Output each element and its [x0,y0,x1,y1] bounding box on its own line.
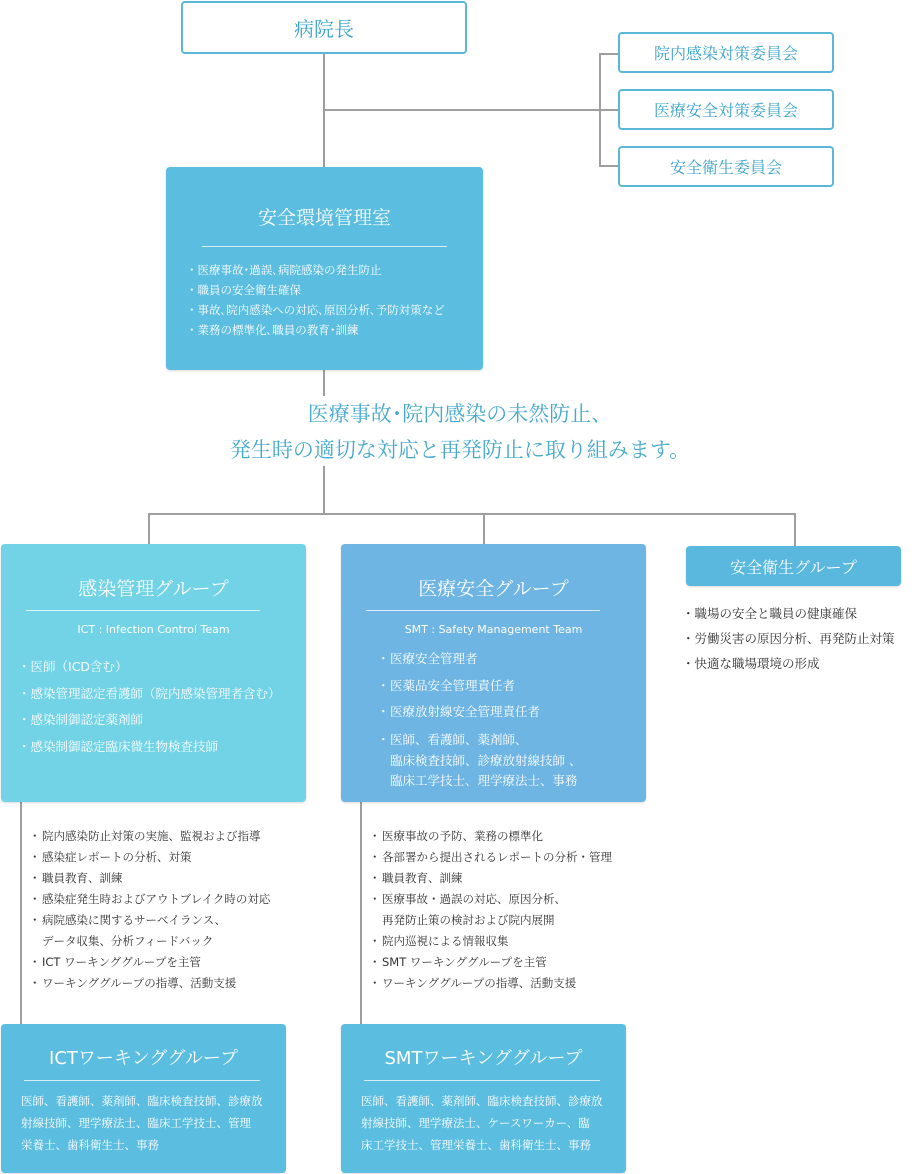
smt-wg-divider [364,1080,600,1081]
medical-duty-cont: 再発防止策の検討および院内展開 [382,913,555,927]
infection-member-list [18,654,281,760]
infection-member: ・ 感染管理認定看護師（院内感染管理者含む） [18,681,281,708]
infection-duty: ・ 院内感染防止対策の実施、監視および指導 [32,826,270,847]
mission-statement [150,396,770,468]
medical-duty: ・ SMT ワーキンググループを主管 [372,952,612,973]
mission-line-1: 医療事故･院内感染の未然防止、 [307,402,613,426]
connector-medical-drop [483,513,485,544]
connector-mission-groups [323,466,325,514]
infection-group-box [1,544,306,802]
smt-wg-title: SMTワーキンググループ [384,1048,583,1069]
medical-member: ・ 医師、看護師、薬剤師、 [380,729,581,751]
medical-duty: ・ 各部署から提出されるレポートの分析・管理 [372,847,612,868]
infection-duty: ・ 職員教育、訓練 [32,868,270,889]
ict-wg-box [1,1024,286,1173]
infection-duty-list [32,826,270,994]
ict-wg-members [21,1090,263,1156]
infection-duty-cont: データ収集、分析フィードバック [42,934,214,948]
ict-wg-line: 医師、看護師、薬剤師、臨床検査技師、診療放 [21,1094,263,1108]
connector-medical-wg [360,802,362,1024]
health-group-box [686,546,901,586]
connector-office-mission [323,370,325,396]
smt-wg-members [361,1090,603,1156]
infection-group-title: 感染管理グループ [78,578,229,600]
ict-wg-divider [24,1080,260,1081]
infection-group-subtitle: ICT : Infection Control Team [77,623,230,636]
safety-office-title: 安全環境管理室 [257,207,391,229]
ict-wg-line: 栄養士、歯科衛生士、事務 [21,1138,159,1152]
infection-duty: ・ ICT ワーキンググループを主管 [32,952,270,973]
infection-member: ・ 医師（ICD含む） [18,654,281,681]
medical-group-title: 医療安全グループ [418,578,569,600]
medical-duty-list [372,826,612,994]
safety-office-item: ・ 医療事故･過誤､病院感染の発生防止 [186,260,445,280]
connector-committee-3 [599,165,619,167]
safety-office-divider [202,246,447,247]
committee-health-label: 安全衛生委員会 [669,158,782,177]
connector-director-office [323,54,325,168]
medical-duty: ・ 職員教育、訓練 [372,868,612,889]
ict-wg-line: 射線技師、理学療法士、臨床工学技士、管理 [21,1116,251,1130]
connector-infection-drop [148,513,150,544]
committee-health [618,146,834,187]
health-group-title: 安全衛生グループ [730,557,857,577]
connector-committee-2 [599,109,619,111]
director-box [181,1,467,54]
safety-office-box [166,167,483,370]
medical-group-divider [366,610,600,611]
infection-duty: ・ 感染症レポートの分析、対策 [32,847,270,868]
infection-group-divider [26,610,260,611]
connector-health-drop [794,513,796,546]
safety-office-item: ・ 事故､院内感染への対応､原因分析､予防対策など [186,300,445,320]
medical-member-cont: 臨床工学技士、理学療法士、事務 [390,772,578,788]
committee-medical-safety-label: 医療安全対策委員会 [653,101,798,120]
connector-committee-1 [599,53,619,55]
infection-member: ・ 感染制御認定薬剤師 [18,707,281,734]
medical-member-list [380,646,581,791]
connector-groups-bar [148,513,795,515]
medical-member-cont: 臨床検査技師、診療放射線技師 、 [390,752,582,768]
infection-duty: ・ ワーキンググループの指導、活動支援 [32,973,270,994]
safety-office-item: ・ 職員の安全衛生確保 [186,280,445,300]
smt-wg-line: 医師、看護師、薬剤師、臨床検査技師、診療放 [361,1094,603,1108]
medical-duty: ・ 医療事故・過誤の対応、原因分析、 [372,889,612,910]
health-group-item: ・ 快適な職場環境の形成 [682,651,895,676]
medical-member: ・ 医薬品安全管理責任者 [380,673,581,700]
medical-group-subtitle: SMT : Safety Management Team [404,623,583,636]
smt-wg-line: 床工学技士、管理栄養士、歯科衛生士、事務 [361,1138,591,1152]
mission-line-2: 発生時の適切な対応と再発防止に取り組みます。 [229,438,691,462]
infection-member: ・ 感染制御認定臨床微生物検査技師 [18,734,281,761]
ict-wg-title: ICTワーキンググループ [49,1048,238,1069]
health-group-item: ・ 職場の安全と職員の健康確保 [682,601,895,626]
medical-member: ・ 医療安全管理者 [380,646,581,673]
medical-duty: ・ 医療事故の予防、業務の標準化 [372,826,612,847]
health-group-list [682,601,895,676]
safety-office-item: ・ 業務の標準化､職員の教育･訓練 [186,320,445,340]
infection-duty: ・ 病院感染に関するサーベイランス、 [32,910,270,931]
committee-medical-safety [618,89,834,130]
committee-infection-label: 院内感染対策委員会 [653,44,798,63]
smt-wg-box [341,1024,626,1173]
medical-group-box [341,544,646,802]
connector-infection-wg [20,802,22,1024]
smt-wg-line: 射線技師、理学療法士、ケースワーカー、臨 [361,1116,590,1130]
medical-member: ・ 医療放射線安全管理責任者 [380,699,581,726]
safety-office-list [186,260,445,340]
infection-duty: ・ 感染症発生時およびアウトブレイク時の対応 [32,889,270,910]
connector-committee-branch [324,109,600,111]
health-group-item: ・ 労働災害の原因分析、再発防止対策 [682,626,895,651]
director-label: 病院長 [294,17,354,41]
medical-duty: ・ ワーキンググループの指導、活動支援 [372,973,612,994]
committee-infection [618,32,834,73]
medical-duty: ・ 院内巡視による情報収集 [372,931,612,952]
